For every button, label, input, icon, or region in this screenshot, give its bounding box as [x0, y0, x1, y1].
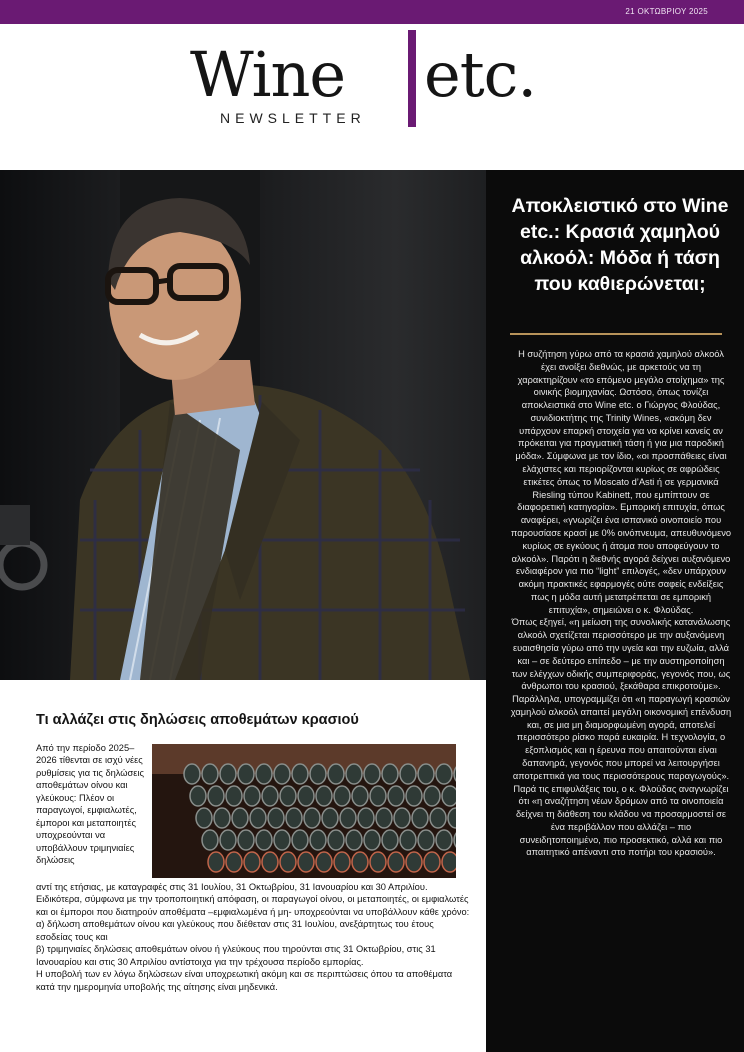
- article-paragraph-5: Η υποβολή των εν λόγω δηλώσεων είναι υποχρεωτική ακόμη και σε περιπτώσεις όπου τα αποθέματα κατά την ημερομηνία υποβολής της αίτησης είναι μηδενικά.: [36, 969, 453, 992]
- masthead: [0, 24, 744, 170]
- article-intro: Από την περίοδο 2025–2026 τίθενται σε ισχύ νέες ρυθμίσεις για τις δηλώσεις αποθεμάτων οίνου και γλεύκους: Πλέον οι παραγωγοί, εμφιαλωτές, έμποροι και μεταποιητές υποχρεούνται να υποβάλλουν τριμηνιαίες δηλώσεις: [36, 743, 144, 866]
- article-body: [36, 881, 472, 993]
- feature-paragraph-2: Όπως εξηγεί, «η μείωση της συνολικής κατανάλωσης αλκοόλ σχετίζεται περισσότερο με την αυξανόμενη ευαισθησία γύρω από την υγεία και την ευζωία, αλλά και – σε δεύτερο επίπεδο – με την αυστηροποίηση των ελέγχων οδικής συμπεριφοράς, γεγονός που, ως άνθρωποι του κρασιού, ξεκάθαρα επικροτούμε».: [511, 617, 731, 692]
- feature-paragraph-3: Παράλληλα, υπογραμμίζει ότι «η παραγωγή κρασιών χαμηλού αλκοόλ απαιτεί μεγάλη οικονομική επένδυση και, σε μια μη διαμορφωμένη αγορά, αποτελεί περισσότερο ρίσκο παρά ευκαιρία. Η τεχνολογία, ο εξοπλισμός και η έρευνα που απαιτούνται είναι δαπανηρά, γεγονός που μπορεί να λειτουργήσει αποτρεπτικά για τους περισσότερους παραγωγούς». Παρά τις επιφυλάξεις του, ο κ. Φλούδας αναγνωρίζει ότι «η αναζήτηση νέων δρόμων από τα οινοποιεία δείχνει τη διάθεση του κλάδου να προσαρμοστεί σε ένα περιβάλλον που αλλάζει – πιο συνειδητοποιημένο, πιο προσεκτικό, αλλά και πιο απαιτητικό απέναντι στο ποτήρι του κρασιού».: [510, 694, 732, 858]
- portrait-photo: [0, 170, 486, 680]
- article-paragraph-2: Ειδικότερα, σύμφωνα με την τροποποιητική απόφαση, οι παραγωγοί οίνου, οι μεταποιητές, οι εμφιαλωτές και οι έμποροι που διατηρούν αποθέματα –εμφιαλωμένα ή μη- υποχρεούνται να υποβάλλουν κάθε χρόνο:: [36, 894, 470, 917]
- logo-divider: [408, 30, 416, 127]
- feature-body: [510, 348, 732, 859]
- article-paragraph-1: αντί της ετήσιας, με καταγραφές στις 31 Ιουλίου, 31 Οκτωβρίου, 31 Ιανουαρίου και 30 Απριλίου.: [36, 882, 428, 892]
- wine-bottles-photo: [152, 744, 456, 878]
- logo-etc: etc.: [424, 38, 537, 111]
- feature-paragraph-1: Η συζήτηση γύρω από τα κρασιά χαμηλού αλκοόλ έχει ανοίξει διεθνώς, με αρκετούς να τη χαρακτηρίζουν «το επόμενο μεγάλο στοίχημα» της οινικής βιομηχανίας. Ωστόσο, όπως τονίζει αποκλειστικά στο Wine etc. ο Γιώργος Φλούδας, συνιδιοκτήτης της Trinity Wines, «ακόμη δεν υπάρχουν επαρκή στοιχεία για να κρίνει κανείς αν πρόκειται για πραγματική τάση ή για μια παροδική μόδα». Σύμφωνα με τον ίδιο, «οι προσπάθειες είναι ελάχιστες και περιορίζονται κυρίως σε αφρώδεις ετικέτες όπως το Moscato d’Asti ή σε γερμανικά Riesling τύπου Kabinett, που εμπίπτουν σε διαφορετική κατηγορία». Εμπορική επιτυχία, όπως αναφέρει, «γνωρίζει ένα ισπανικό οινοποιείο που παρουσίασε κρασί με 0% οινόπνευμα, απευθυνόμενο κυρίως σε εγκύους ή άτομα που αποφεύγουν το αλκοόλ». Παρότι η διεθνής αγορά δείχνει αυξανόμενο ενδιαφέρον για πιο “light” επιλογές, «δεν υπάρχουν ακόμη πρακτικές εφαρμογές ούτε σαφείς ενδείξεις πως η μόδα αυτή μετατρέπεται σε εμπορική επιτυχία», σημειώνει ο κ. Φλούδας.: [510, 349, 732, 615]
- article-paragraph-4: β) τριμηνιαίες δηλώσεις αποθεμάτων οίνου ή γλεύκους που τηρούνται στις 31 Οκτωβρίου, στις 31 Ιανουαρίου και στις 30 Απριλίου αντίστοιχα για την τρέχουσα περίοδο εμπορίας.: [36, 944, 436, 967]
- issue-date: 21 ΟΚΤΩΒΡΙΟΥ 2025: [625, 7, 708, 16]
- logo-subtitle: NEWSLETTER: [220, 110, 366, 126]
- article-paragraph-3: α) δήλωση αποθεμάτων οίνου και γλεύκους που διέθεταν στις 31 Ιουλίου, ανεξάρτητως του έτους εσοδείας τους και: [36, 919, 434, 942]
- logo-wine: Wine: [190, 38, 346, 111]
- top-bar: [0, 0, 744, 24]
- feature-headline: Αποκλειστικό στο Wine etc.: Κρασιά χαμηλού αλκοόλ: Μόδα ή τάση που καθιερώνεται;: [511, 195, 729, 295]
- article-title: Τι αλλάζει στις δηλώσεις αποθεμάτων κρασιού: [36, 712, 359, 728]
- bottles-illustration: [152, 744, 456, 878]
- portrait-illustration: [0, 170, 486, 680]
- headline-divider: [510, 333, 722, 335]
